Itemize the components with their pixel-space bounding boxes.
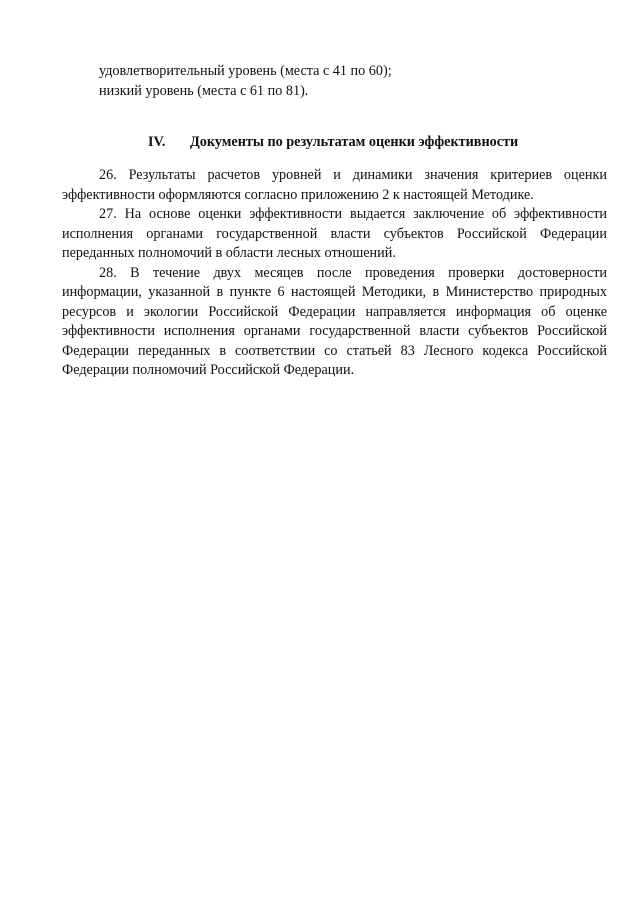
paragraph-28: 28. В течение двух месяцев после проведения проверки достоверности информации, указанной в пункте 6 настоящей Методики, в Министерство природных ресурсов и экологии Российской Федерации направляется информация об оценке эффективности исполнения органами государственной власти субъектов Российской Федерации переданных в соответствии со статьей 83 Лесного кодекса Российской Федерации полномочий Российской Федерации. [62, 264, 607, 378]
paragraph-26: 26. Результаты расчетов уровней и динамики значения критериев оценки эффективности оформляются согласно приложению 2 к настоящей Методике. [62, 167, 607, 203]
section-title: Документы по результатам оценки эффективности [190, 134, 519, 150]
section-number: IV. [148, 134, 166, 150]
paragraph-27: 27. На основе оценки эффективности выдается заключение об эффективности исполнения органами государственной власти субъектов Российской Федерации переданных полномочий в области лесных отношений. [62, 206, 607, 261]
level-list [62, 62, 607, 101]
section-heading [62, 133, 607, 153]
section-body [62, 166, 607, 381]
list-item-low: низкий уровень (места с 61 по 81). [99, 82, 309, 99]
list-item-satisfactory: удовлетворительный уровень (места с 41 по 60); [99, 63, 392, 79]
